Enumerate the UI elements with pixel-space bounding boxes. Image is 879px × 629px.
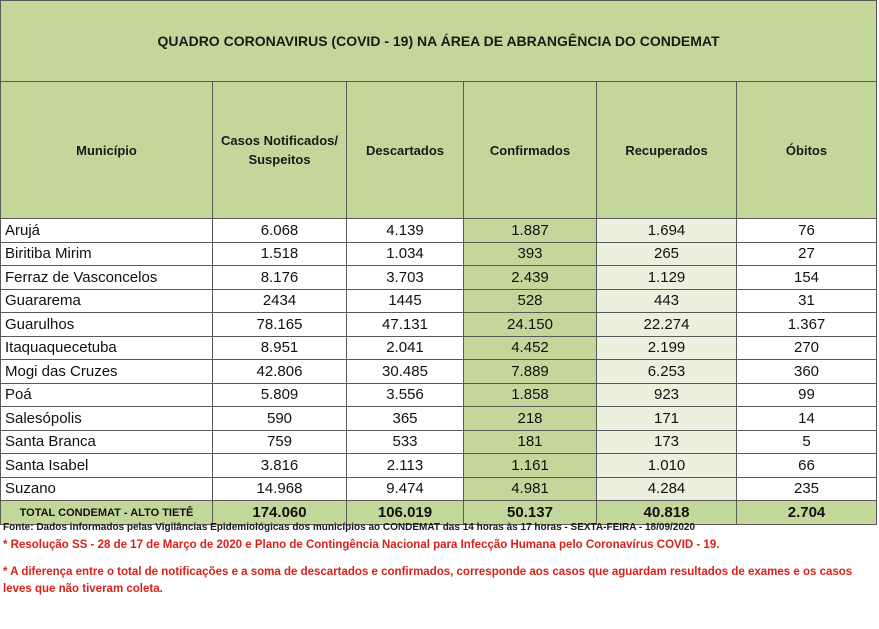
cell-municipio: Poá [1, 383, 213, 407]
col-header-casos-line2: Suspeitos [248, 152, 311, 167]
cell-municipio: Santa Branca [1, 430, 213, 454]
cell-casos: 8.176 [213, 266, 347, 290]
cell-descartados: 30.485 [347, 360, 464, 384]
cell-obitos: 1.367 [737, 313, 877, 337]
col-header-recuperados: Recuperados [597, 82, 737, 219]
cell-confirmados: 218 [464, 407, 597, 431]
cell-obitos: 99 [737, 383, 877, 407]
cell-casos: 3.816 [213, 454, 347, 478]
cell-municipio: Biritiba Mirim [1, 242, 213, 266]
cell-confirmados: 1.161 [464, 454, 597, 478]
table-row [1, 242, 877, 266]
table-row [1, 454, 877, 478]
cell-casos: 1.518 [213, 242, 347, 266]
cell-confirmados: 24.150 [464, 313, 597, 337]
cell-descartados: 2.113 [347, 454, 464, 478]
cell-obitos: 14 [737, 407, 877, 431]
cell-descartados: 3.703 [347, 266, 464, 290]
cell-descartados: 3.556 [347, 383, 464, 407]
resolution-note: * Resolução SS - 28 de 17 de Março de 2020 e Plano de Contingência Nacional para Infecção Humana pelo Coronavírus COVID - 19. [3, 539, 720, 551]
col-header-municipio: Município [1, 82, 213, 219]
cell-recuperados: 22.274 [597, 313, 737, 337]
cell-confirmados: 4.452 [464, 336, 597, 360]
total-confirmados: 50.137 [464, 501, 597, 525]
cell-recuperados: 4.284 [597, 477, 737, 501]
source-note: Fonte: Dados informados pelas Vigilâncias Epidemiológicas dos municípios ao CONDEMAT das 14 horas às 17 horas - SEXTA-FEIRA - 18/09/2020 [3, 522, 696, 533]
cell-recuperados: 1.129 [597, 266, 737, 290]
table-row [1, 407, 877, 431]
cell-confirmados: 1.858 [464, 383, 597, 407]
cell-casos: 5.809 [213, 383, 347, 407]
cell-casos: 14.968 [213, 477, 347, 501]
cell-confirmados: 528 [464, 289, 597, 313]
cell-casos: 2434 [213, 289, 347, 313]
total-row [1, 501, 877, 525]
cell-municipio: Arujá [1, 219, 213, 243]
footnotes [3, 522, 877, 598]
cell-confirmados: 4.981 [464, 477, 597, 501]
col-header-descartados: Descartados [347, 82, 464, 219]
cell-municipio: Salesópolis [1, 407, 213, 431]
cell-descartados: 533 [347, 430, 464, 454]
cell-obitos: 27 [737, 242, 877, 266]
cell-municipio: Guararema [1, 289, 213, 313]
cell-confirmados: 393 [464, 242, 597, 266]
cell-obitos: 76 [737, 219, 877, 243]
total-label: TOTAL CONDEMAT - ALTO TIETÊ [1, 501, 213, 525]
total-obitos: 2.704 [737, 501, 877, 525]
table-row [1, 336, 877, 360]
cell-recuperados: 1.694 [597, 219, 737, 243]
cell-confirmados: 1.887 [464, 219, 597, 243]
col-header-casos [213, 82, 347, 219]
cell-municipio: Ferraz de Vasconcelos [1, 266, 213, 290]
cell-recuperados: 2.199 [597, 336, 737, 360]
table-row [1, 266, 877, 290]
title-row [1, 1, 877, 82]
cell-recuperados: 173 [597, 430, 737, 454]
cell-obitos: 5 [737, 430, 877, 454]
cell-confirmados: 7.889 [464, 360, 597, 384]
cell-obitos: 154 [737, 266, 877, 290]
total-descartados: 106.019 [347, 501, 464, 525]
col-header-obitos: Óbitos [737, 82, 877, 219]
table-row [1, 360, 877, 384]
cell-recuperados: 443 [597, 289, 737, 313]
cell-obitos: 270 [737, 336, 877, 360]
cell-obitos: 235 [737, 477, 877, 501]
total-casos: 174.060 [213, 501, 347, 525]
cell-municipio: Suzano [1, 477, 213, 501]
cell-descartados: 2.041 [347, 336, 464, 360]
cell-descartados: 1445 [347, 289, 464, 313]
table-row [1, 219, 877, 243]
table-row [1, 430, 877, 454]
cell-obitos: 66 [737, 454, 877, 478]
cell-municipio: Santa Isabel [1, 454, 213, 478]
cell-casos: 8.951 [213, 336, 347, 360]
cell-recuperados: 1.010 [597, 454, 737, 478]
table-title: QUADRO CORONAVIRUS (COVID - 19) NA ÁREA DE ABRANGÊNCIA DO CONDEMAT [1, 1, 877, 82]
cell-obitos: 360 [737, 360, 877, 384]
cell-recuperados: 923 [597, 383, 737, 407]
cell-obitos: 31 [737, 289, 877, 313]
total-recuperados: 40.818 [597, 501, 737, 525]
table-row [1, 477, 877, 501]
cell-descartados: 9.474 [347, 477, 464, 501]
cell-confirmados: 2.439 [464, 266, 597, 290]
cell-casos: 6.068 [213, 219, 347, 243]
cell-descartados: 4.139 [347, 219, 464, 243]
cell-confirmados: 181 [464, 430, 597, 454]
cell-casos: 759 [213, 430, 347, 454]
cell-descartados: 1.034 [347, 242, 464, 266]
cell-municipio: Itaquaquecetuba [1, 336, 213, 360]
cell-municipio: Mogi das Cruzes [1, 360, 213, 384]
table-row [1, 383, 877, 407]
header-row [1, 82, 877, 219]
cell-casos: 42.806 [213, 360, 347, 384]
difference-note: * A diferença entre o total de notificações e a soma de descartados e confirmados, corresponde aos casos que aguardam resultados de exames e os casos leves que não tiveram coleta. [3, 566, 853, 595]
table-row [1, 289, 877, 313]
cell-casos: 78.165 [213, 313, 347, 337]
cell-recuperados: 171 [597, 407, 737, 431]
cell-recuperados: 6.253 [597, 360, 737, 384]
cell-municipio: Guarulhos [1, 313, 213, 337]
cell-casos: 590 [213, 407, 347, 431]
cell-descartados: 365 [347, 407, 464, 431]
table-row [1, 313, 877, 337]
col-header-casos-line1: Casos Notificados/ [220, 133, 339, 148]
col-header-confirmados: Confirmados [464, 82, 597, 219]
cell-descartados: 47.131 [347, 313, 464, 337]
cell-recuperados: 265 [597, 242, 737, 266]
